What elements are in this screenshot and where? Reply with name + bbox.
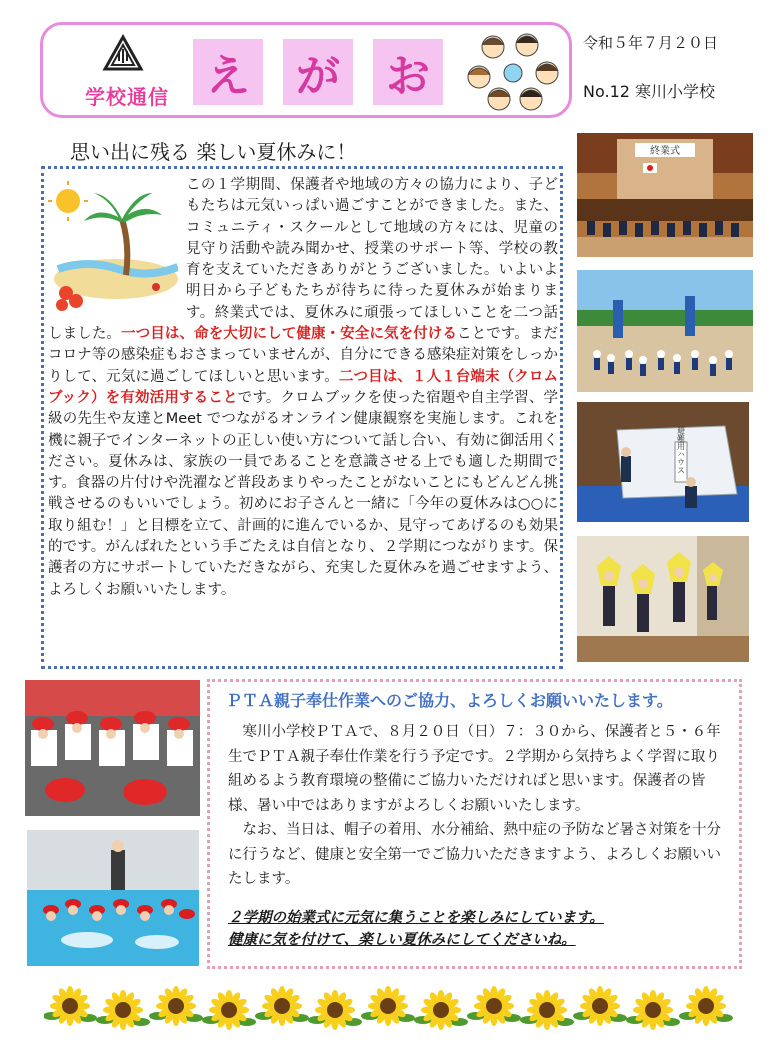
sunflower-icon [44, 986, 97, 1026]
sunflower-icon [149, 986, 203, 1026]
article-body [48, 175, 558, 601]
sunflower-icon [626, 990, 680, 1030]
title-char-3: お [373, 39, 443, 105]
article-point-2: 二つ目は、１人１台端末（クロムブック）を有効活用すること [48, 368, 558, 406]
pta-paragraph-1: 寒川小学校ＰＴＡで、８月２０日（日）７：３０から、保護者と５・６年生でＰＴＡ親子奉仕作業を行う予定です。２学期から気持ちよく学習に取り組めるよう教育環境の整備にご協力いただければと思います。保護者の皆様、暑い中ではありますがよろしくお願いいたします。 [228, 724, 721, 814]
closing-ceremony-photo [577, 133, 753, 257]
pta-paragraph-2: なお、当日は、帽子の着用、水分補給、熱中症の予防など暑さ対策を十分に行うなど、健康と安全第一でご協力いただきますよう、よろしくお願いいたします。 [228, 822, 721, 887]
sunflower-icon [679, 986, 733, 1026]
stage-banner-text: 終業式 [650, 146, 680, 157]
children-illustration [461, 31, 565, 115]
disaster-drill-photo [577, 536, 749, 662]
title-char-1: え [193, 39, 263, 105]
article-box [41, 166, 563, 669]
pta-body [228, 720, 728, 892]
sunflower-icon [361, 986, 415, 1026]
cheering-students-photo [25, 680, 200, 816]
sunflower-icon [573, 986, 627, 1026]
newsletter-label: 学校通信 [85, 85, 169, 109]
tent-sign-text: 避難用ハウス [676, 426, 686, 474]
pta-closing-line-1: ２学期の始業式に元気に集うことを楽しみにしています。 [228, 910, 604, 926]
school-emblem-icon [101, 33, 145, 77]
beach-palm-illustration [48, 175, 178, 315]
article-paragraph-1: この１学期間、保護者や地域の方々の協力により、子どもたちは元気いっぱい過ごすことができました。また、コミュニティ・スクールとして地域の方々には、児童の見守り活動や読み聞かせ、授業のサポート等、学校の教育を支えていただきありがとうございました。いよいよ明日から子どもたちが待ちに待った夏休みが始まります。終業式では、夏休みに頑張ってほしいことを二つ話しました。 [48, 177, 558, 343]
sunflower-icon [467, 986, 521, 1026]
sunflower-icon [96, 990, 150, 1030]
evacuation-tent-photo [577, 402, 749, 522]
pta-closing [228, 907, 728, 951]
sunflower-icon [308, 990, 362, 1030]
issue-date: 令和５年７月２０日 [583, 34, 719, 52]
sunflower-icon [414, 990, 468, 1030]
swimming-pool-photo [27, 830, 199, 966]
sunflower-icon [202, 990, 256, 1030]
pta-box [207, 679, 742, 969]
sunflower-icon [255, 986, 309, 1026]
article-heading: 思い出に残る 楽しい夏休みに！ [70, 140, 357, 164]
issue-number-school: No.12 寒川小学校 [583, 82, 716, 101]
sports-day-photo [577, 270, 753, 392]
title-char-2: が [283, 39, 353, 105]
article-paragraph-2: ことです。まだコロナ等の感染症もおさまっていませんが、自分にできる感染症対策をしっかりして、元気に過ごしてほしいと思います。 [48, 326, 559, 385]
sunflower-icon [520, 990, 574, 1030]
pta-closing-line-2: 健康に気を付けて、楽しい夏休みにしてくださいね。 [228, 932, 576, 948]
article-point-1: 一つ目は、命を大切にして健康・安全に気を付ける [121, 326, 458, 343]
article-paragraph-3: です。クロムブックを使った宿題や自主学習、学級の先生や友達とMeet でつながるオンライン健康観察を実施します。これを機に親子でインターネットの正しい使い方について話し合い、有効に御活用ください。夏休みは、家族の一員であることを意識させる上でも適した期間です。食器の片付けや洗濯など普段あまりやったことがないことにもどんどん挑戦させるのもいいでしょう。初めにお子さんと一緒に「今年の夏休みは○○に取り組む！」と目標を立て、計画的に進んでいるか、見守ってあげるのも効果的です。がんばれたという手ごたえは自信となり、２学期につながります。保護者の方にサポートしていただきながら、充実した夏休みを過ごせますよう、よろしくお願いいたします。 [48, 389, 559, 598]
pta-title: ＰＴＡ親子奉仕作業へのご協力、よろしくお願いいたします。 [226, 691, 673, 710]
masthead [40, 22, 572, 118]
sunflower-border [44, 980, 734, 1036]
